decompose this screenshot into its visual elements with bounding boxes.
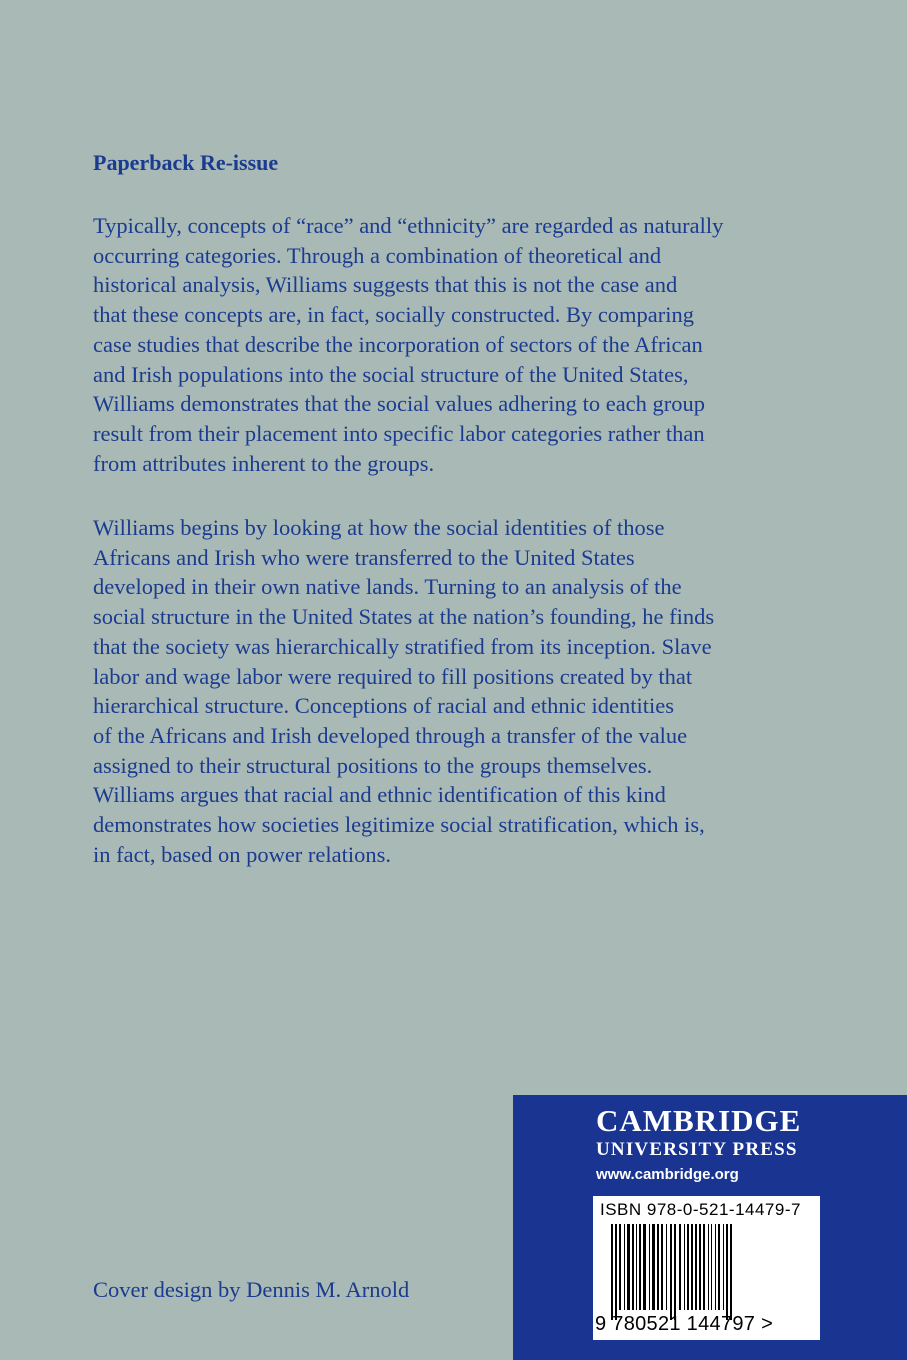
barcode-bar <box>703 1224 705 1310</box>
barcode-bar <box>627 1224 630 1310</box>
barcode-bar <box>718 1224 720 1310</box>
paragraph-line: of the Africans and Irish developed through a transfer of the value <box>93 722 688 748</box>
paragraph-line: in fact, based on power relations. <box>93 841 392 867</box>
barcode-bar <box>657 1224 659 1310</box>
isbn-barcode <box>593 1196 820 1340</box>
publisher-name: CAMBRIDGE <box>596 1103 802 1138</box>
isbn-label: ISBN 978-0-521-14479-7 <box>600 1200 801 1219</box>
barcode-digits: 9 780521 144797 > <box>595 1313 774 1335</box>
barcode-bar <box>699 1224 701 1310</box>
barcode-bar <box>691 1224 693 1310</box>
paragraph-line: social structure in the United States at the nation’s founding, he finds <box>93 604 715 630</box>
barcode-bar <box>643 1224 646 1310</box>
cover-design-credit: Cover design by Dennis M. Arnold <box>93 1277 410 1302</box>
paragraph-line: demonstrates how societies legitimize social stratification, which is, <box>93 812 705 838</box>
paragraph-line: Typically, concepts of “race” and “ethnicity” are regarded as naturally <box>93 213 724 238</box>
paragraph-line: that the society was hierarchically stratified from its inception. Slave <box>93 633 712 659</box>
paragraph-line: developed in their own native lands. Turning to an analysis of the <box>93 574 682 600</box>
barcode-bar <box>639 1224 641 1310</box>
barcode-bar <box>670 1224 672 1320</box>
barcode-bar <box>708 1224 709 1310</box>
paragraph-line: case studies that describe the incorporation of sectors of the African <box>93 331 703 357</box>
publisher-block <box>513 1095 907 1360</box>
paragraph-line: Williams begins by looking at how the social identities of those <box>93 515 665 540</box>
publisher-url: www.cambridge.org <box>596 1166 739 1183</box>
barcode-bar <box>711 1224 712 1310</box>
barcode-bar <box>730 1224 732 1320</box>
barcode-bar <box>649 1224 650 1310</box>
barcode-bar <box>715 1224 716 1310</box>
description-paragraph-1 <box>93 211 813 478</box>
barcode-bar <box>674 1224 676 1320</box>
barcode-bar <box>619 1224 621 1310</box>
publisher-press: UNIVERSITY PRESS <box>596 1139 798 1160</box>
paragraph-line: from attributes inherent to the groups. <box>93 450 435 476</box>
paragraph-line: Africans and Irish who were transferred to the United States <box>93 544 635 570</box>
barcode-bar <box>684 1224 685 1310</box>
barcode-bar <box>666 1224 667 1310</box>
barcode-bar <box>652 1224 655 1310</box>
paragraph-line: and Irish populations into the social structure of the United States, <box>93 361 689 387</box>
paragraph-line: occurring categories. Through a combination of theoretical and <box>93 242 662 268</box>
paragraph-line: historical analysis, Williams suggests that this is not the case and <box>93 272 678 298</box>
barcode-bar <box>661 1224 663 1310</box>
section-heading: Paperback Re-issue <box>93 150 279 175</box>
description-paragraph-2 <box>93 513 813 869</box>
barcode-bar <box>726 1224 728 1320</box>
barcode-bar <box>679 1224 681 1310</box>
paragraph-line: hierarchical structure. Conceptions of racial and ethnic identities <box>93 693 675 719</box>
paragraph-line: that these concepts are, in fact, socially constructed. By comparing <box>93 302 695 328</box>
barcode-bar <box>615 1224 617 1320</box>
barcode-bar <box>723 1224 724 1310</box>
barcode-bar <box>687 1224 689 1310</box>
paragraph-line: assigned to their structural positions to the groups themselves. <box>93 752 653 778</box>
barcode-bar <box>632 1224 634 1310</box>
barcode-bar <box>695 1224 697 1310</box>
paragraph-line: labor and wage labor were required to fill positions created by that <box>93 663 693 689</box>
barcode-bar <box>636 1224 637 1310</box>
paragraph-line: Williams argues that racial and ethnic identification of this kind <box>93 782 666 808</box>
paragraph-line: Williams demonstrates that the social values adhering to each group <box>93 391 706 417</box>
barcode-bar <box>611 1224 613 1320</box>
paragraph-line: result from their placement into specific labor categories rather than <box>93 420 705 446</box>
barcode-bar <box>624 1224 625 1310</box>
